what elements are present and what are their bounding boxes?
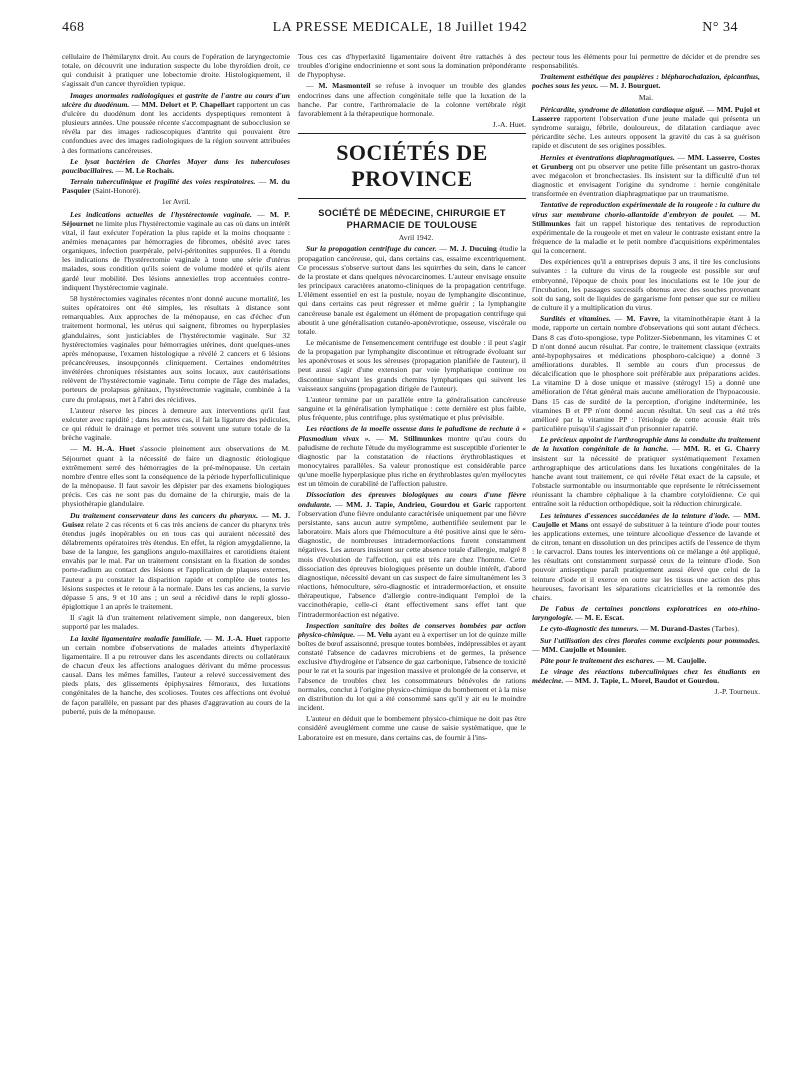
article: Sur la propagation centrifuge du cancer. — M. J. Ducuing étudie la propagation cancéreuse, qui, dans certains cas, essaime excentriquement. Ce processus s'observe surtout dans les squirrhes du sein, dans le cancer de la prostate et dans quelques névocarcinomes. L'auteur envisage ensuite les principaux caractères anatomo-cliniques de la propagation centrifuge. L'élément essentiel en est la pustule, noyau de lymphangite discontinue, qui dans certains cas peut régresser et même guérir ; la lymphangite cancéreuse banale est également un élément de propagation centrifuge qui aboutit à une généralisation cutanéo-aponévrotique, osseuse, viscérale ou totale. [298, 244, 526, 336]
article: Les réactions de la moelle osseuse dans le paludisme de rechute à « Plasmodium vivax ». — M. Stillmunkes montre qu'au cours du paludisme de rechute l'étude du myélogramme est susceptible d'orienter le diagnostic par la constatation de réactions érythroblastiques et monocytaires parallèles. Sa valeur pronostique est considérable parce qu'une moelle hyperplasique plus riche en érythroblastes qu'en myélocytes est un témoin de curabilité de l'affection palustre. [298, 424, 526, 489]
article-title: Du traitement conservateur dans les cancers du pharynx. [70, 510, 259, 520]
column-1 [62, 52, 290, 1064]
article-title: Images anormales radiologiques et gastrite de l'antre au cours d'un ulcère du duodénum. [62, 90, 290, 109]
article-body: (Saint-Honoré). [92, 186, 141, 196]
article-title: Les teintures d'essences succédanées de la teinture d'iode. [540, 510, 730, 520]
article-body: se refuse à invoquer un trouble des glandes endocrines dans une affection congénitale telle que la luxation de la hanche. Par contre, l'arthromalacie de la colonne vertébrale régit favorablement à la thérapeutique hormonale. [298, 81, 526, 118]
article-body: rapportent l'observation d'une fièvre ondulante caractérisée uniquement par une fièvre persistante, sans aucun autre symptôme, authentifiée seulement par le laboratoire. Mais alors que l'hémoculture a été positive ainsi que le séro-diagnostic, de nombreuses intradermoréactions furent constamment négatives. Les auteurs insistent sur cette absence totale d'allergie, malgré 8 mois d'évolution de l'affection, qui est très rare chez l'homme. Cette dissociation des épreuves biologiques présente un double intérêt, d'abord diagnostique, nécessité devant un cas suspect de faire simultanément les 3 réactions, hémoculture, séro-diagnostic et intradermoréaction, et ensuite thérapeutique, l'absence d'allergie contre-indiquant l'emploi de la vaccinothérapie, celle-ci étant effectivement sans effet tant que l'intradermoréaction est négative. [298, 499, 526, 619]
article-body: insistent sur la nécessité de pratiquer systématiquement l'examen arthrographique des articulations dans les luxations congénitales de la hanche avant tout traitement, ce qui révèle l'état exact de la capsule, et l'obstacle surmontable ou insurmontable que représente le rétrécissement réunissant la chambre céphalique à la chambre cotyloïdienne. Ce qui entraîne soit la réduction orthopédique, soit la réduction chirurgicale. [532, 453, 760, 509]
article: Surdités et vitamines. — M. Favre, la vitaminothérapie étant à la mode, rapporte un certain nombre d'observations qui sont autant d'échecs. Dans 8 cas d'oto-spongiose, type Politzer-Siebenmann, les vitamines C et D n'ont donné aucun résultat. Par contre, le traitement classique (extraits anté-hypophysaires et médications phosphoro-calcique) a donné 3 améliorations durables. Il semble au cours d'un processus de décalcification que le phosphore soit préférable aux préparations acides. La vitamine D à dose unique et massive (stérogyl 15) a donné une amélioration de l'état général mais aucune amélioration de l'hypoacousie. Dans 15 cas de surdité de la perception, d'origine indéterminée, les vitamines B et PP n'ont donné aucun résultat. Un seul cas a été très amélioré par la vitamine PP : l'étiologie de cette acousie était très particulière puisqu'il s'agissait d'un prisonnier rapatrié. [532, 314, 760, 434]
article-authors: M. Durand-Dastes [650, 624, 711, 634]
article-body: relate 2 cas récents et 6 cas très anciens de cancer du pharynx très étendus jugés inopérables ou en tous cas qui auraient nécessité des délabrements opératoires très étendus. En effet, la région amygdalienne, la base de la langue, les ganglions angulo-maxillaires et carotidiens étaient envahis par le mal. Par un traitement consistant en la fixation de sondes porte-radium au contact des lésions et l'application de plaques externes, l'auteur a pu constater la disparition rapide et complète de toutes les lésions suspectes et le retour à la normale. Dans les cas anciens, la survie dépasse 5 ans, 9 et 10 ans ; un seul a récidivé dans le repli glosso-épiglottique 1 an après le traitement. [62, 519, 290, 612]
paragraph: 58 hystérectomies vaginales récentes n'ont donné aucune mortalité, les suites opératoires ont été simples, les résultats à distance sont remarquables. Aux approches de la ménopause, en cas d'échec d'un traitement hormonal, les utérus qui saignent, fibromes ou hyperplasies glandulaires, sont justiciables de l'hystérectomie vaginale. Sur 32 hystérectomies vaginales pour hémorragies utérines, dont quelques-unes après ménopause, l'examen histologique a révélé 2 cancers et 6 lésions précancéreuses, insoupçonnés cliniquement. Certaines endométrites invétérées chroniques résistantes aux soins locaux, aux cautérisations relèvent de l'hystérectomie vaginale. Tenu compte de l'âge des malades, porteurs de prolapsus génitaux, l'hystérectomie vaginale, combinée à la cure du prolapsus, met à l'abri des récidives. [62, 293, 290, 404]
paragraph: pecteur tous les éléments pour lui permettre de décider et de prendre ses responsabilités. [532, 52, 760, 71]
article-authors: M. Le Rochais. [125, 165, 175, 175]
article-title: Terrain tuberculinique et fragilité des voies respiratoires. [70, 177, 256, 187]
article-authors: M. J.-A. Huet [215, 633, 262, 643]
article-title: Inspection sanitaire des boîtes de conserves bombées par action physico-chimique. [298, 620, 526, 639]
article: Tentative de reproduction expérimentale de la rougeole : la culture du virus sur membrane chorio-allantoïde d'embryon de poulet. — M. Stillmunkes fait un rappel historique des tentatives de reproduction expérimentale de la rougeole et met en valeur le contraste existant entre la fréquence de la maladie et le petit nombre d'acquisitions expérimentales qui la concernent. [532, 200, 760, 256]
article-title: Dissociation des épreuves biologiques au cours d'une fièvre ondulante. [298, 490, 526, 509]
article-title: Pâte pour le traitement des eschares. [540, 655, 655, 665]
article-body: montre qu'au cours du paludisme de rechute l'étude du myélogramme est susceptible d'orienter le diagnostic par la constatation de réactions érythroblastiques et monocytaires parallèles. Sa valeur pronostique est considérable parce qu'une moelle hyperplasique plus riche en érythroblastes qu'en myélocytes est un témoin de curabilité de l'affection palustre. [298, 433, 526, 489]
article: Inspection sanitaire des boîtes de conserves bombées par action physico-chimique. — M. Velu ayant eu à expertiser un lot de quinze mille boîtes de bœuf assaisonné, presque toutes bombées, indépressibles et ayant constaté l'absence de cadavres microbiens et de germes, la présence exclusive d'hydrogène et l'absence de gaz carbonique, l'absence de toxicité pour le rat et la souris par ingestion massive et prolongée de la conserve, et l'absence de troubles chez les consommateurs bénévoles de rations normales, conclut à l'origine physico-chimique du bombement et à la mise en distribution du lot qui a été consommé sans qu'il y ait eu le moindre incident. [298, 620, 526, 713]
article-body: ont essayé de substituer à la teinture d'iode pour toutes les applications externes, une teinture alcoolique d'essence de lavande et de citron, tenant en dissolution un des principes actifs de l'essence de thym : le carvacrol. Dans toutes les interventions où ce mélange a été appliqué, les résultats ont constamment surpassé ceux de la teinture d'iode. Son pouvoir antiseptique paraît pratiquement aussi élevé que celui de la teinture d'iode et il exerce en outre sur les tissus une action des plus heureuses, favorisant les séparations cicatricielles et la remontée des chairs. [532, 519, 760, 602]
page-header [62, 20, 738, 40]
signature: J.-P. Tourneux. [714, 687, 760, 697]
article-body: (Tarbes). [711, 624, 740, 634]
paragraph: L'auteur en déduit que le bombement physico-chimique ne doit pas être considéré aveuglément comme une cause de saisie systématique, que le Laboratoire est en mesure, dans certains cas, de fournir à l'ins- [298, 714, 526, 742]
article-authors: M. J. Ducuing [449, 244, 497, 254]
article-body: la vitaminothérapie étant à la mode, rapporte un certain nombre d'observations qui sont autant d'échecs. Dans 8 cas d'oto-spongiose, type Politzer-Siebenmann, les vitamines C et D n'ont donné aucun résultat. Par contre, le traitement classique (extraits anté-hypophysaires et médications phosphoro-calcique) a donné 3 améliorations durables. Il semble au cours d'un processus de décalcification que le phosphore soit préférable aux préparations acides. La vitamine D à dose unique et massive (stérogyl 15) a donné une amélioration de l'état général mais aucune amélioration de l'hypoacousie. Dans 15 cas de surdité de la perception, d'origine indéterminée, les vitamines B et PP n'ont donné aucun résultat. Un seul cas a été très amélioré par la vitamine PP : l'étiologie de cette acousie était très particulière puisqu'il s'agissait d'un prisonnier rapatrié. [532, 314, 760, 434]
article-authors: M. du Pasquier [62, 177, 290, 196]
article-authors: MM. Caujolle et Mounier. [541, 644, 627, 654]
article-body: fait un rappel historique des tentatives de reproduction expérimentale de la rougeole et met en valeur le contraste existant entre la fréquence de la maladie et le petit nombre d'acquisitions expérimentales qui la concernent. [532, 218, 760, 256]
article-authors: M. H.-A. Huet [82, 444, 136, 454]
article-body: rapporte un certain nombre d'observations de malades atteints d'hyperlaxité ligamentaire. Il a pu retrouver dans les ascendants directs ou collatéraux de chacun d'eux les affections analogues dérivant du même processus causal. Dans les mêmes familles, l'auteur a relevé successivement des pieds plats, des glissements épiphysaires fémoraux, des luxations congénitales de la hanche, des scolioses. Toutes ces affections ont évolué de façon parallèle, en passant par des phases d'aggravation au cours de la puberté, puis de la ménopause. [62, 633, 290, 716]
article: De l'abus de certaines ponctions exploratrices en oto-rhino-laryngologie. — M. E. Escat. [532, 604, 760, 623]
article: Dissociation des épreuves biologiques au cours d'une fièvre ondulante. — MM. J. Tapie, Andrieu, Gourdou et Garic rapportent l'observation d'une fièvre ondulante caractérisée uniquement par une fièvre persistante, sans aucun autre symptôme, authentifiée seulement par le laboratoire. Mais alors que l'hémoculture a été positive ainsi que le séro-diagnostic, de nombreuses intradermoréactions furent constamment négatives. Les auteurs insistent sur cette absence totale d'allergie, malgré 8 mois d'évolution de l'affection, qui est très rare chez l'homme. Cette dissociation des épreuves biologiques présente un double intérêt, d'abord diagnostique, nécessité devant un cas suspect de faire simultanément les 3 réactions, hémoculture, séro-diagnostic et intradermoréaction, et ensuite thérapeutique, l'absence d'allergie contre-indiquant l'emploi de la vaccinothérapie, celle-ci étant effectivement sans effet tant que l'intradermoréaction est négative. [298, 490, 526, 619]
article-title: Le précieux appoint de l'arthrographie dans la conduite du traitement de la luxation congénitale de la hanche. [532, 435, 760, 454]
column-3 [532, 52, 760, 1064]
article-title: Les indications actuelles de l'hystérectomie vaginale. [70, 209, 252, 219]
article: Les indications actuelles de l'hystérectomie vaginale. — M. P. Séjournet ne limite plus l'hystérectomie vaginale au cas où dans un intérêt vital, il faut exécuter l'opération la plus rapide et la moins choquante : anémies menaçantes par hémorragies de fibromes, obésité avec tares organiques, infection puerpérale, pelvi-péritonites suppurées. Il a étendu les indications de l'hystérectomie vaginale à toute une série d'utérus malades, sous condition qu'ils soient de volume modéré et qu'ils aient gardé leur mobilité. Des lésions annexielles trop accentuées contre-indiquent l'hystérectomie vaginale. [62, 209, 290, 292]
article-title: Le lysat bactérien de Charles Mayer dans les tuberculoses paucibacillaires. [62, 156, 290, 175]
paragraph: Il s'agit là d'un traitement relativement simple, non dangereux, bien supporté par les malades. [62, 613, 290, 632]
society-heading: SOCIÉTÉ DE MÉDECINE, CHIRURGIE ET PHARMACIE DE TOULOUSE [318, 208, 506, 231]
paragraph: cellulaire de l'hémilarynx droit. Au cours de l'opération de laryngectomie totale, on découvrit une induration suspecte du lobe thyroïdien droit, ce qui conduisit à pratiquer une lobectomie droite. Histologiquement, il s'agissait d'un cancer thyroïdien typique. [62, 52, 290, 89]
article-title: Sur l'utilisation des cires florales comme excipients pour pommades. [540, 635, 760, 645]
session-date: 1er Avril. [161, 197, 191, 207]
article-title: Le cyto-diagnostic des tumeurs. [540, 624, 639, 634]
article-body: rapportent l'observation d'une jeune malade qui présenta un syndrome suraigu, fébrile, douloureux, de dilatation cardiaque avec péricardite sèche. Les auteurs opposent la gravité du cas à sa guérison rapide et discutent de ses origines possibles. [532, 113, 760, 151]
article-authors: MM. Caujolle et Mans [532, 510, 760, 529]
article-body: ayant eu à expertiser un lot de quinze mille boîtes de bœuf assaisonné, presque toutes bombées, indépressibles et ayant constaté l'absence de cadavres microbiens et de germes, la présence exclusive d'hydrogène et l'absence de gaz carbonique, l'absence de toxicité pour le rat et la souris par ingestion massive et prolongée de la conserve, et l'absence de troubles chez les consommateurs bénévoles de rations normales, conclut à l'origine physico-chimique du bombement et à la mise en distribution du lot qui a été consommé sans qu'il y ait eu le moindre incident. [298, 629, 526, 713]
article-authors: M. Stillmunkes [389, 433, 443, 443]
article-title: Les réactions de la moelle osseuse dans le paludisme de rechute à « Plasmodium vivax ». [298, 424, 526, 443]
article: Pâte pour le traitement des eschares. — M. Caujolle. [540, 655, 707, 665]
paragraph: Le mécanisme de l'ensemencement centrifuge est double : il peut s'agir de la propagation par lymphangite discontinue et rétrograde évoluant sur les aponévroses et sous les séreuses (propagation planifiée de l'auteur), il peut aussi s'agir d'une extension par voie lymphatique continue ou discontinue suivant les grands chemins lymphatiques qui suivent les vaisseaux sanguins (propagation dirigée de l'auteur). [298, 337, 526, 393]
paragraph: L'auteur termine par un parallèle entre la généralisation cancéreuse sanguine et la généralisation lymphatique : cette dernière est plus faible, plus fréquente, plus centrifuge, plus systématique et plus prévisible. [298, 394, 526, 423]
divider [298, 133, 526, 134]
paragraph: L'auteur réserve les pinces à demeure aux interventions qu'il faut exécuter avec rapidité ; dans les autres cas, il fait la ligature des pédicules, ce qui réduit le drainage et permet très souvent une suture totale de la brèche vaginale. [62, 405, 290, 443]
article-authors: M. J. Bourguet. [609, 81, 661, 91]
article-title: Traitement esthétique des paupières : blépharochalazion, épicanthus, poches sous les yeux. [532, 72, 760, 91]
article-authors: MM. Delort et P. Chapellart [141, 99, 235, 109]
article-authors: MM. Lasserre, Costes et Grunberg [532, 152, 760, 171]
article-authors: M. Velu [366, 629, 393, 639]
article-title: De l'abus de certaines ponctions exploratrices en oto-rhino-laryngologie. [532, 604, 760, 623]
article: Le précieux appoint de l'arthrographie dans la conduite du traitement de la luxation congénitale de la hanche. — MM. R. et G. Charry insistent sur la nécessité de pratiquer systématiquement l'examen arthrographique des articulations dans les luxations congénitales de la hanche avant tout traitement, ce qui révèle l'état exact de la capsule, et l'obstacle surmontable ou insurmontable que représente le rétrécissement réunissant la chambre céphalique à la chambre cotyloïdienne. Ce qui entraîne soit la réduction orthopédique, soit la réduction chirurgicale. [532, 435, 760, 509]
article: Péricardite, syndrome de dilatation cardiaque aiguë. — MM. Pujol et Lasserre rapportent l'observation d'une jeune malade qui présenta un syndrome suraigu, fébrile, douloureux, de dilatation cardiaque avec péricardite sèche. Les auteurs opposent la gravité du cas à sa guérison rapide et discutent de ses origines possibles. [532, 104, 760, 151]
article-authors: MM. Pujol et Lasserre [532, 104, 760, 123]
article: — M. Masmonteil se refuse à invoquer un trouble des glandes endocrines dans une affection congénitale telle que la luxation de la hanche. Par contre, l'arthromalacie de la colonne vertébrale régit favorablement à la thérapeutique hormonale. [298, 81, 526, 118]
article: Terrain tuberculinique et fragilité des voies respiratoires. — M. du Pasquier (Saint-Honoré). [62, 177, 290, 196]
article-body: s'associe pleinement aux observations de M. Séjournet quant à la nécessité de faire un diagnostic étiologique extrêmement serré des hémorragies de la pré-ménopause. Un certain nombre d'entre elles sont la conséquence de la période hyperfolliculinique de la ménopause. Il faut savoir les dépister par des examens biologiques précis. Ces cas ne sont pas du domaine de la chirurgie, mais de la physiothérapie glandulaire. [62, 444, 290, 509]
signature: J.-A. Huet. [492, 120, 526, 130]
article-authors: M. Masmonteil [318, 81, 371, 91]
article-title: Sur la propagation centrifuge du cancer. [306, 244, 437, 254]
article: Le virage des réactions tuberculiniques chez les étudiants en médecine. — MM. J. Tapie, L. Morel, Baudot et Gourdou. [532, 667, 760, 686]
article-title: Hernies et éventrations diaphragmatiques. [540, 152, 675, 162]
article: Les teintures d'essences succédanées de la teinture d'iode. — MM. Caujolle et Mans ont essayé de substituer à la teinture d'iode pour toutes les applications externes, une teinture alcoolique d'essence de lavande et de citron, tenant en dissolution un des principes actifs de l'essence de thym : le carvacrol. Dans toutes les interventions où ce mélange a été appliqué, les résultats ont constamment surpassé ceux de la teinture d'iode. Son pouvoir antiseptique paraît pratiquement aussi élevé que celui de la teinture d'iode et il exerce en outre sur les tissus une action des plus heureuses, favorisant les séparations cicatricielles et la remontée des chairs. [532, 510, 760, 602]
article-title: Le virage des réactions tuberculiniques chez les étudiants en médecine. [532, 667, 760, 686]
article-body: ne limite plus l'hystérectomie vaginale au cas où dans un intérêt vital, il faut exécuter l'opération la plus rapide et la moins choquante : anémies menaçantes par hémorragies de fibromes, obésité avec tares organiques, infection puerpérale, pelvi-péritonites suppurées. Il a étendu les indications de l'hystérectomie vaginale à toute une série d'utérus malades, sous condition qu'ils soient de volume modéré et qu'ils aient gardé leur mobilité. Des lésions annexielles trop accentuées contre-indiquent l'hystérectomie vaginale. [62, 218, 290, 292]
divider [298, 198, 526, 199]
article-authors: M. E. Escat. [584, 613, 624, 623]
article-authors: MM. J. Tapie, Andrieu, Gourdou et Garic [346, 499, 492, 509]
article-authors: M. J. Guisez [62, 510, 290, 529]
section-heading: SOCIÉTÉS DE PROVINCE [336, 140, 488, 192]
article-authors: M. Stillmunkes [532, 209, 760, 228]
journal-title: LA PRESSE MEDICALE, 18 Juillet 1942 [272, 20, 528, 35]
article: Images anormales radiologiques et gastrite de l'antre au cours d'un ulcère du duodénum. — MM. Delort et P. Chapellart rapportent un cas d'ulcère du duodénum dont les accidents dyspeptiques remontent à plusieurs années. Une poussée récente s'accompagnant de subocclusion se révéla par des images radioscopiques d'antrite qui pouvaient être confondues avec des images radiologiques de la région souvent attribuées à des formations cancéreuses. [62, 90, 290, 155]
article-title: Surdités et vitamines. [540, 314, 611, 324]
article: Traitement esthétique des paupières : blépharochalazion, épicanthus, poches sous les yeux. — M. J. Bourguet. [532, 72, 760, 91]
article-body: étudie la propagation cancéreuse, qui, dans certains cas, essaime excentriquement. Ce processus s'observe surtout dans les squirrhes du sein, dans le cancer de la prostate et dans quelques névocarcinomes. L'auteur envisage ensuite les principaux caractères anatomo-cliniques de la propagation centrifuge. L'élément essentiel en est la pustule, noyau de lymphangite discontinue, qui dans certains cas peut régresser et même guérir ; la lymphangite cancéreuse banale est également un élément de propagation centrifuge qui aboutit à une généralisation cutanéo-aponévrotique, osseuse, viscérale ou totale. [298, 244, 526, 336]
article-authors: MM. R. et G. Charry [683, 444, 760, 454]
paragraph: Tous ces cas d'hyperlaxité ligamentaire doivent être rattachés à des troubles d'origine endocrinienne et sont sous la domination prépondérante de l'hypophyse. [298, 52, 526, 80]
session-date: Avril 1942. [398, 233, 434, 243]
page-number: 468 [62, 20, 85, 35]
article-authors: M. Caujolle. [666, 655, 707, 665]
article: — M. H.-A. Huet s'associe pleinement aux observations de M. Séjournet quant à la nécessité de faire un diagnostic étiologique extrêmement serré des hémorragies de la pré-ménopause. Un certain nombre d'entre elles sont la conséquence de la période hyperfolliculinique de la ménopause. Il faut savoir les dépister par des examens biologiques précis. Ces cas ne sont pas du domaine de la chirurgie, mais de la physiothérapie glandulaire. [62, 444, 290, 509]
session-date: Mai. [638, 92, 654, 102]
article-authors: M. Favre, [626, 314, 660, 324]
article-body: ont pu observer une petite fille présentant un gastro-thorax avec mégacolon et bronchectasies. Ils insistent sur la difficulté d'un tel diagnostic et envisagent l'origine du syndrome : hernie congénitale transformée en éventration diaphragmatique par un traumatisme. [532, 161, 760, 199]
article: Sur l'utilisation des cires florales comme excipients pour pommades. — MM. Caujolle et Mounier. [532, 635, 760, 654]
article: Du traitement conservateur dans les cancers du pharynx. — M. J. Guisez relate 2 cas récents et 6 cas très anciens de cancer du pharynx très étendus jugés inopérables ou en tous cas qui auraient nécessité des délabrements opératoires très étendus. En effet, la région amygdalienne, la base de la langue, les ganglions angulo-maxillaires et carotidiens étaient envahis par le mal. Par un traitement consistant en la fixation de sondes porte-radium au contact des lésions et l'application de plaques externes, l'auteur a pu constater la disparition rapide et complète de toutes les lésions suspectes et le retour à la normale. Dans les cas anciens, la survie dépasse 5 ans, 9 et 10 ans ; un seul a récidivé dans le repli glosso-épiglottique 1 an après le traitement. [62, 510, 290, 612]
issue-number: N° 34 [702, 20, 738, 35]
article-authors: M. P. Séjournet [62, 209, 290, 228]
article-title: La laxité ligamentaire maladie familiale. [70, 633, 202, 643]
article: Le lysat bactérien de Charles Mayer dans les tuberculoses paucibacillaires. — M. Le Rochais. [62, 156, 290, 175]
article-authors: MM. J. Tapie, L. Morel, Baudot et Gourdou. [574, 676, 720, 686]
article: Hernies et éventrations diaphragmatiques. — MM. Lasserre, Costes et Grunberg ont pu observer une petite fille présentant un gastro-thorax avec mégacolon et bronchectasies. Ils insistent sur la difficulté d'un tel diagnostic et envisagent l'origine du syndrome : hernie congénitale transformée en éventration diaphragmatique par un traumatisme. [532, 152, 760, 199]
article: La laxité ligamentaire maladie familiale. — M. J.-A. Huet rapporte un certain nombre d'observations de malades atteints d'hyperlaxité ligamentaire. Il a pu retrouver dans les ascendants directs ou collatéraux de chacun d'eux les affections analogues dérivant du même processus causal. Dans les mêmes familles, l'auteur a relevé successivement des pieds plats, des glissements épiphysaires fémoraux, des luxations congénitales de la hanche, des scolioses. Toutes ces affections ont évolué de façon parallèle, en passant par des phases d'aggravation au cours de la puberté, puis de la ménopause. [62, 633, 290, 716]
article-body: rapportent un cas d'ulcère du duodénum dont les accidents dyspeptiques remontent à plusieurs années. Une poussée récente s'accompagnant de subocclusion se révéla par des images radioscopiques d'antrite qui pouvaient être confondues avec des images radiologiques de la région souvent attribuées à des formations cancéreuses. [62, 99, 290, 155]
article-title: Tentative de reproduction expérimentale de la rougeole : la culture du virus sur membrane chorio-allantoïde d'embryon de poulet. [532, 200, 760, 219]
article: Le cyto-diagnostic des tumeurs. — M. Durand-Dastes (Tarbes). [540, 624, 740, 634]
article-title: Péricardite, syndrome de dilatation cardiaque aiguë. [540, 104, 705, 114]
column-2 [298, 52, 526, 1064]
paragraph: Des expériences qu'il a entreprises depuis 3 ans, il tire les conclusions suivantes : la culture du virus de la rougeole est possible sur œuf embryonné, l'époque de choix pour les inoculations est le 10e jour de l'incubation, les passages successifs obtenus avec des souches provenant soit du sang, soit de liquides de gargarisme font penser que sur ce milieu de culture il y a multiplication du virus. [532, 257, 760, 313]
